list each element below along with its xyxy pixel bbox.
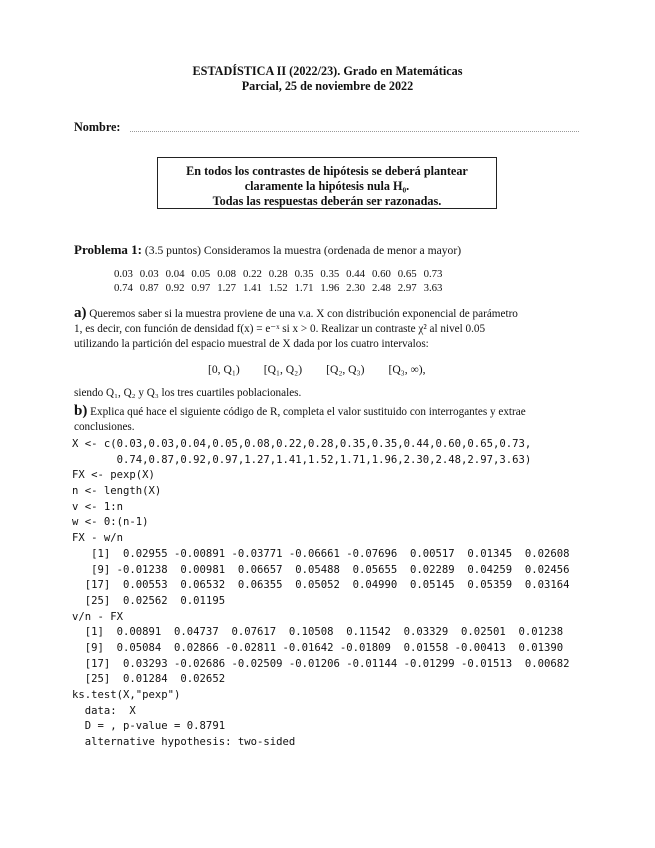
interval: [0, Q₁) [208, 363, 240, 376]
problem-title: Problema 1: [74, 242, 142, 257]
part-a-label: a) [74, 305, 87, 321]
sample-value: 0.03 [114, 268, 133, 280]
sample-value: 0.92 [165, 282, 185, 294]
nombre-label: Nombre: [74, 120, 121, 134]
sample-value: 0.44 [346, 268, 366, 280]
code-line: FX <- pexp(X) [72, 469, 155, 482]
problem-heading [74, 242, 461, 258]
part-a-line-3: utilizando la partición del espacio muestral de X dada por los cuatro intervalos: [74, 338, 429, 350]
sample-value: 0.87 [139, 282, 159, 294]
sample-value: 3.63 [423, 282, 443, 294]
interval: [Q₂, Q₃) [326, 363, 365, 376]
r-code-block [72, 437, 569, 751]
code-line: alternative hypothesis: two-sided [72, 736, 296, 749]
sample-value: 0.28 [268, 268, 288, 280]
code-line: [1] 0.02955 -0.00891 -0.03771 -0.06661 -0.07696 0.00517 0.01345 0.02608 [72, 547, 570, 560]
code-line: [17] 0.03293 -0.02686 -0.02509 -0.01206 -0.01144 -0.01299 -0.01513 0.00682 [72, 657, 570, 670]
code-line: w <- 0:(n-1) [72, 516, 149, 529]
sample-value: 0.35 [294, 268, 314, 280]
code-line: 0.74,0.87,0.92,0.97,1.27,1.41,1.52,1.71,1.96,2.30,2.48,2.97,3.63) [72, 453, 532, 466]
code-line: [25] 0.01284 0.02652 [72, 673, 226, 686]
sample-value: 1.96 [320, 282, 340, 294]
sample-value: 0.73 [423, 268, 443, 280]
instructions-box [157, 157, 497, 209]
code-line: [17] 0.00553 0.06532 0.06355 0.05052 0.04990 0.05145 0.05359 0.03164 [72, 579, 570, 592]
problem-intro: (3.5 puntos) Consideramos la muestra (ordenada de menor a mayor) [144, 244, 462, 257]
code-line: ks.test(X,"pexp") [72, 689, 181, 701]
sample-value: 0.35 [320, 268, 340, 280]
sample-value: 0.05 [191, 268, 211, 280]
code-line: [9] -0.01238 0.00981 0.06657 0.05488 0.05655 0.02289 0.04259 0.02456 [72, 563, 570, 576]
part-b-line-1: Explica qué hace el siguiente código de R, completa el valor sustituido con interrogantes y extrae [90, 406, 526, 418]
code-line: data: X [72, 704, 136, 717]
part-a-line-1: Queremos saber si la muestra proviene de una v.a. X con distribución exponencial de parámetro [89, 308, 518, 320]
quartiles-note: siendo Q₁, Q₂ y Q₃ los tres cuartiles poblacionales. [74, 387, 302, 399]
sample-value: 0.03 [139, 268, 159, 280]
sample-value: 2.48 [371, 282, 391, 294]
nombre-field[interactable] [130, 131, 579, 132]
code-line: D = , p-value = 0.8791 [72, 720, 226, 733]
sample-value: 1.71 [294, 282, 314, 294]
sample-value: 0.22 [242, 268, 262, 280]
code-line: X <- c(0.03,0.03,0.04,0.05,0.08,0.22,0.28,0.35,0.35,0.44,0.60,0.65,0.73, [72, 438, 532, 450]
sample-value: 1.52 [268, 282, 288, 294]
code-line: [25] 0.02562 0.01195 [72, 594, 226, 607]
instructions-line-2: claramente la hipótesis nula H₀. [244, 179, 410, 193]
exam-date: Parcial, 25 de noviembre de 2022 [241, 79, 414, 93]
sample-row-1 [114, 268, 449, 280]
sample-value: 0.60 [371, 268, 391, 280]
part-a-text [74, 306, 580, 352]
instructions-line-3: Todas las respuestas deberán ser razonadas. [212, 194, 442, 208]
sample-value: 0.04 [165, 268, 185, 280]
interval: [Q₃, ∞), [388, 363, 426, 376]
sample-value: 1.41 [242, 282, 262, 294]
code-line: [9] 0.05084 0.02866 -0.02811 -0.01642 -0.01809 0.01558 -0.00413 0.01390 [72, 641, 564, 654]
part-b-label: b) [74, 403, 88, 419]
sample-value: 0.08 [217, 268, 237, 280]
code-line: FX - w/n [72, 532, 124, 545]
part-b-text [74, 404, 580, 435]
code-line: n <- length(X) [72, 485, 162, 498]
sample-value: 1.27 [217, 282, 237, 294]
sample-value: 2.30 [346, 282, 366, 294]
sample-value: 0.65 [397, 268, 417, 280]
sample-value: 2.97 [397, 282, 417, 294]
sample-value: 0.97 [191, 282, 211, 294]
part-b-line-2: conclusiones. [74, 421, 135, 433]
interval: [Q₁, Q₂) [263, 363, 303, 376]
code-line: v <- 1:n [72, 500, 124, 513]
code-line: v/n - FX [72, 610, 124, 623]
sample-value: 0.74 [114, 282, 133, 294]
exam-title: ESTADÍSTICA II (2022/23). Grado en Matemáticas [192, 64, 463, 78]
instructions-line-1: En todos los contrastes de hipótesis se deberá plantear [186, 164, 468, 178]
sample-row-2 [114, 282, 449, 294]
part-a-line-2: 1, es decir, con función de densidad f(x) = e⁻ˣ si x > 0. Realizar un contraste χ² al nivel 0.05 [74, 323, 486, 335]
intervals [208, 363, 450, 376]
code-line: [1] 0.00891 0.04737 0.07617 0.10508 0.11542 0.03329 0.02501 0.01238 [72, 626, 564, 639]
